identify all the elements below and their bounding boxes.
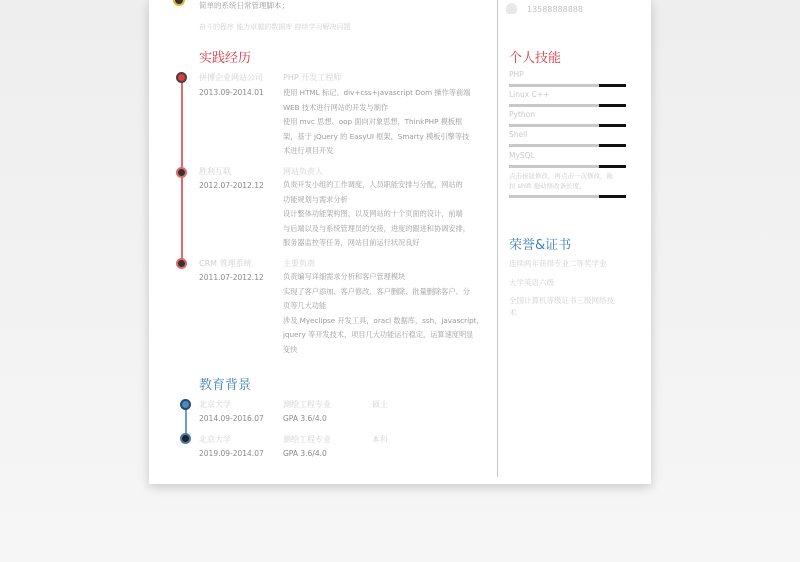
honor-item: 大学英语六级 bbox=[509, 278, 554, 287]
degree-name: 本科 bbox=[372, 435, 388, 444]
description bbox=[283, 178, 470, 251]
desc-line: 架，基于 jQuery 的 EasyUI 框架，Smarty 模板引擎等技 bbox=[283, 131, 470, 141]
desc-line: WEB 技术进行网站的开发与制作 bbox=[283, 102, 389, 112]
section-title-education: 教育背景 bbox=[199, 378, 252, 393]
note-line: 拉 shift 拖动修改条长度。 bbox=[509, 182, 586, 190]
summary-line: 简单的系统日常管理脚本； bbox=[199, 1, 289, 10]
skill-label: PHP bbox=[509, 70, 524, 79]
skill-bar-fill bbox=[599, 124, 626, 127]
timeline-dot bbox=[176, 167, 187, 178]
desc-line: 变快 bbox=[283, 344, 298, 354]
skill-label: Linux C++ bbox=[509, 90, 550, 99]
major-name: 测绘工程专业 bbox=[283, 400, 331, 409]
desc-line: 涉及 Myeclipse 开发工具，oracl 数据库，ssh，javascript， bbox=[283, 315, 484, 325]
skill-bar-fill bbox=[599, 84, 626, 87]
desc-line: 页等几大功能 bbox=[283, 301, 327, 310]
timeline-dot bbox=[180, 399, 191, 410]
skill-bar-fill bbox=[599, 144, 626, 147]
skill-bar[interactable] bbox=[509, 165, 626, 168]
section-title-skills: 个人技能 bbox=[509, 51, 562, 66]
date-range: 2013.09-2014.01 bbox=[199, 88, 264, 97]
desc-line: 使用 HTML 标记、div+css+javascript Dom 操作等前端 bbox=[283, 88, 471, 97]
description bbox=[283, 86, 470, 159]
honor-item: 连续两年获得专业二等奖学金 bbox=[509, 259, 607, 268]
desc-line: 实现了客户添加、客户修改、客户删除、批量删除客户、分 bbox=[283, 286, 470, 296]
gpa-value: GPA 3.6/4.0 bbox=[283, 414, 327, 423]
skill-label: MySQL bbox=[509, 151, 535, 160]
note-line: 点击按钮修改，再点击一次修改，拖 bbox=[509, 172, 613, 180]
honor-item: 术 bbox=[509, 308, 517, 317]
company-name: 拼搏企业网站公司 bbox=[199, 73, 263, 82]
desc-line: 功能规划与需求分析 bbox=[283, 194, 348, 204]
bullet-dot-icon bbox=[173, 0, 185, 6]
date-range: 2014.09-2016.07 bbox=[199, 414, 264, 423]
desc-line: 使用 mvc 思想、oop 面向对象思想，ThinkPHP 模板框 bbox=[283, 117, 463, 126]
desc-line: 负责开发小组的工作调度，人员职能安排与分配，网站的 bbox=[283, 180, 463, 189]
timeline-dot bbox=[176, 72, 187, 83]
desc-line: 术进行项目开发 bbox=[283, 146, 334, 155]
degree-name: 硕士 bbox=[372, 400, 388, 409]
gpa-value: GPA 3.6/4.0 bbox=[283, 449, 327, 458]
desc-line: 服务器监控等任务，网站目前运行状况良好 bbox=[283, 238, 420, 247]
phone-number: 13588888888 bbox=[527, 5, 583, 14]
skill-bar[interactable] bbox=[509, 104, 626, 107]
date-range: 2019.09-2014.07 bbox=[199, 449, 264, 458]
skill-label: Python bbox=[509, 110, 535, 119]
school-name: 北京大学 bbox=[199, 435, 231, 444]
desc-line: 设计整体功能架构图，以及网站的十个页面的设计，前端 bbox=[283, 209, 463, 218]
description bbox=[283, 270, 484, 357]
skill-label: Shell bbox=[509, 130, 528, 139]
date-range: 2012.07-2012.12 bbox=[199, 181, 264, 190]
skill-bar[interactable] bbox=[509, 195, 626, 198]
desc-line: 与后端以及与系统管理员的交接，进度的跟进和协调安排， bbox=[283, 223, 470, 233]
faint-tagline: 奋斗的程序 能力卓越的数据库 持续学习解决问题 bbox=[199, 23, 351, 31]
company-name: CRM 管理系统 bbox=[199, 259, 252, 268]
section-title-practice: 实践经历 bbox=[199, 51, 252, 66]
school-name: 北京大学 bbox=[199, 400, 231, 409]
role-name: PHP 开发工程师 bbox=[283, 73, 342, 82]
date-range: 2011.07-2012.12 bbox=[199, 273, 264, 282]
major-name: 测绘工程专业 bbox=[283, 435, 331, 444]
section-title-honors: 荣誉&证书 bbox=[509, 238, 572, 253]
timeline-dot bbox=[176, 258, 187, 269]
skill-bar-fill bbox=[599, 195, 626, 198]
skill-bar[interactable] bbox=[509, 144, 626, 147]
skill-bar-fill bbox=[599, 165, 626, 168]
timeline-dot bbox=[180, 433, 191, 444]
resume-page bbox=[149, 0, 651, 484]
column-divider bbox=[497, 0, 498, 477]
phone-icon bbox=[506, 3, 517, 14]
desc-line: jquery 等开发技术，项目几大功能运行稳定，运算速度明显 bbox=[283, 330, 474, 339]
skill-bar-fill bbox=[599, 104, 626, 107]
skill-bar[interactable] bbox=[509, 84, 626, 87]
desc-line: 负责编写详细需求分析和客户管理模块 bbox=[283, 272, 406, 281]
honor-item: 全国计算机等级证书三级网络技 bbox=[509, 296, 614, 305]
skill-note bbox=[509, 171, 613, 191]
skill-bar[interactable] bbox=[509, 124, 626, 127]
company-name: 胜利互联 bbox=[199, 167, 231, 176]
role-name: 主要负责 bbox=[283, 259, 315, 268]
role-name: 网站负责人 bbox=[283, 167, 323, 176]
